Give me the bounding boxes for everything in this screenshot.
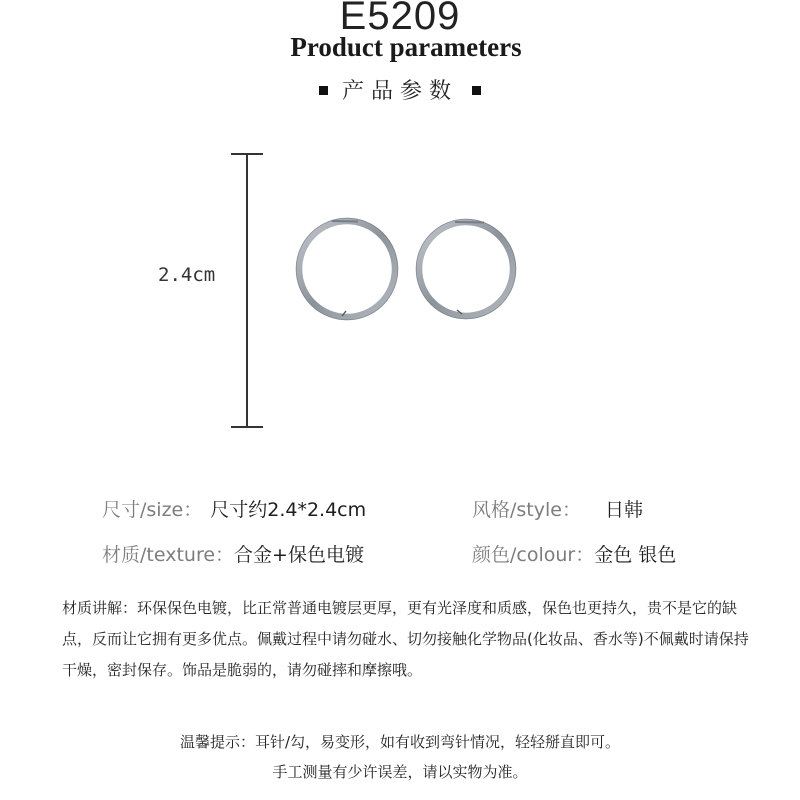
- earrings-image: [292, 214, 522, 324]
- param-texture-value: 合金+保色电镀: [234, 544, 364, 566]
- param-style-key: 风格/style：: [472, 499, 581, 521]
- param-size-key: 尺寸/size：: [102, 499, 203, 521]
- param-colour-key: 颜色/colour：: [472, 544, 595, 566]
- page-title: Product parameters: [290, 32, 522, 62]
- right-hoop-earring: [416, 219, 516, 319]
- care-tip: 温馨提示：耳针/勾，易变形，如有收到弯针情况，轻轻掰直即可。: [179, 733, 621, 751]
- param-colour-value: 金色 银色: [594, 544, 677, 566]
- param-size: [102, 497, 366, 523]
- square-bullet-icon: [319, 86, 328, 95]
- left-hoop-earring: [296, 218, 398, 320]
- param-style-value: 日韩: [604, 499, 643, 521]
- square-bullet-icon: [472, 86, 481, 95]
- param-style: [472, 497, 643, 523]
- section-heading: [0, 78, 800, 106]
- param-size-value: 尺寸约2.4*2.4cm: [210, 499, 367, 521]
- dimension-label: 2.4cm: [158, 264, 216, 286]
- param-texture-key: 材质/texture：: [102, 544, 235, 566]
- model-code: E5209: [339, 0, 461, 38]
- param-texture: [102, 542, 364, 568]
- section-heading-text: 产品参数: [341, 79, 458, 104]
- measurement-note: 手工测量有少许误差，请以实物为准。: [272, 763, 528, 781]
- param-colour: [472, 542, 676, 568]
- dimension-ruler: [228, 150, 268, 432]
- material-description: 材质讲解：环保保色电镀，比正常普通电镀层更厚，更有光泽度和质感，保色也更持久，贵不是它的缺点，反而让它拥有更多优点。佩戴过程中请勿碰水、切勿接触化学物品(化妆品、香水等)不佩戴时请保持干燥，密封保存。饰品是脆弱的，请勿碰摔和摩擦哦。: [62, 599, 749, 679]
